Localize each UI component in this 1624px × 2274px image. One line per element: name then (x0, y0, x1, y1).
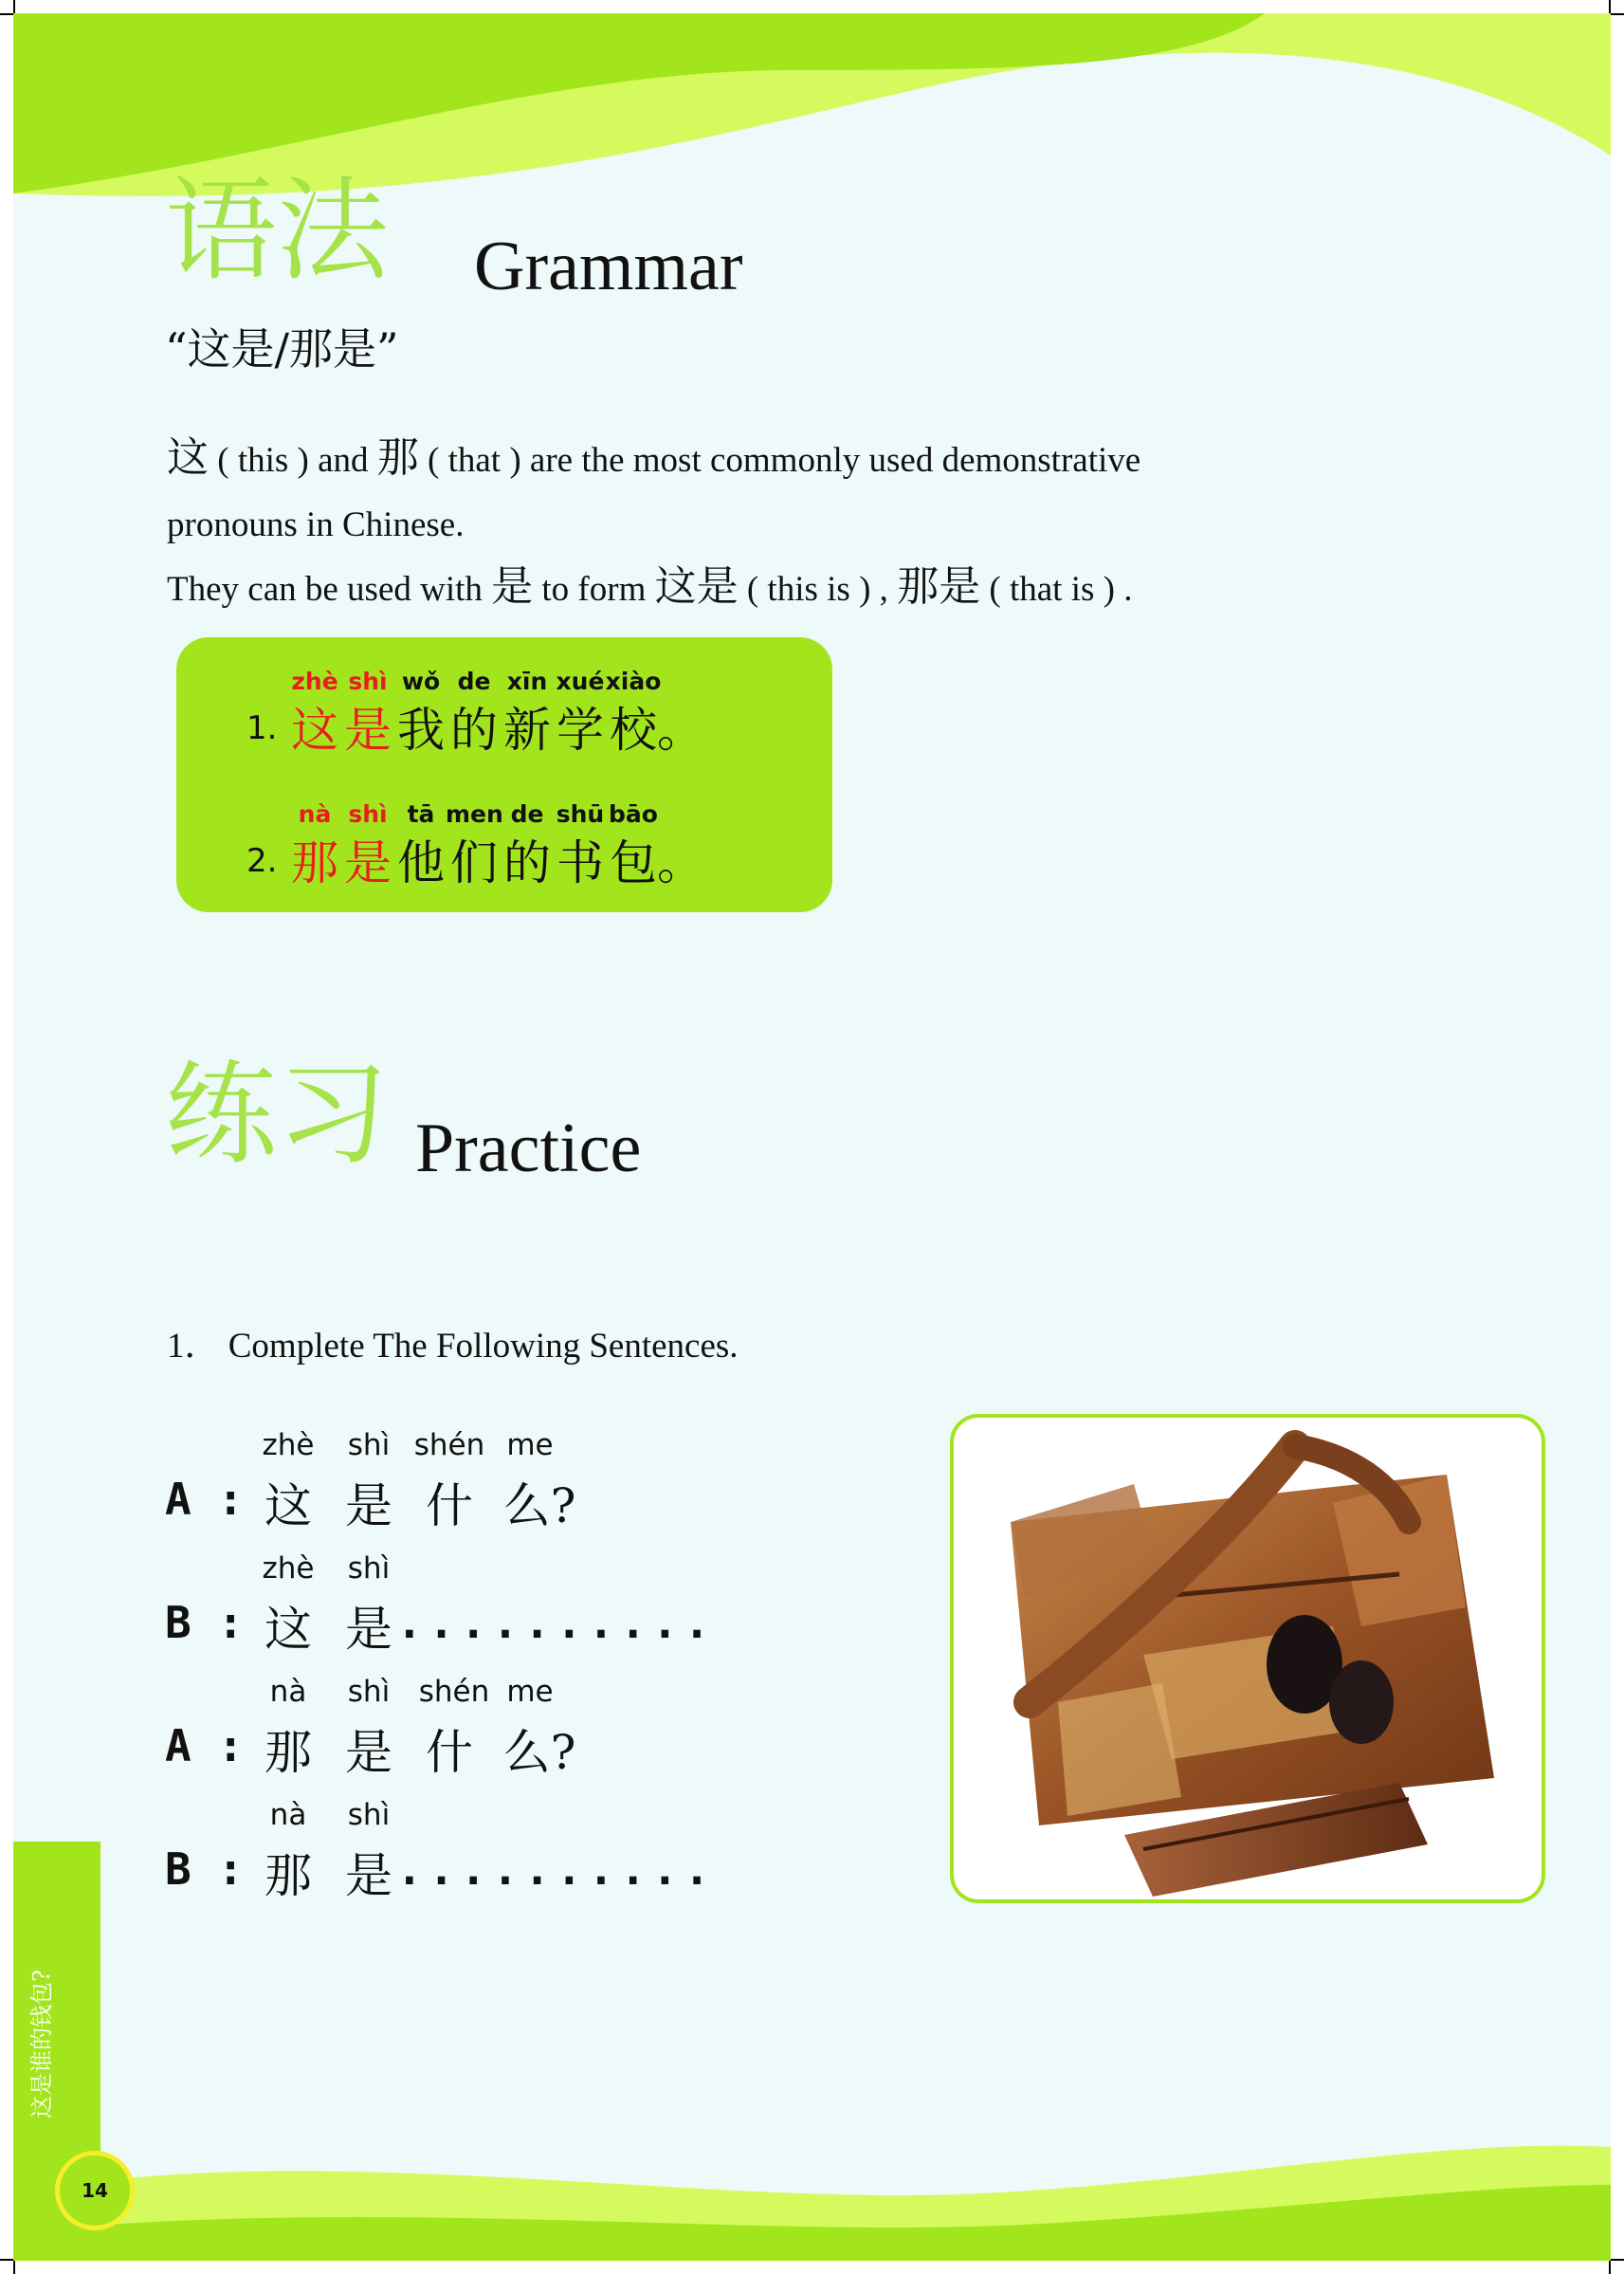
hanzi: 书 (557, 835, 604, 890)
pinyin: nà (298, 800, 332, 828)
pinyin: bāo (609, 800, 658, 828)
speaker-label: B : (165, 1843, 245, 1895)
hanzi: 是 (345, 1602, 392, 1657)
hanzi: 那 (265, 1725, 312, 1780)
grammar-subtitle: “这是/那是” (165, 323, 399, 375)
hanzi: 包 (610, 835, 657, 890)
pinyin: de (457, 668, 491, 695)
grammar-heading-en: Grammar (474, 228, 743, 305)
pinyin: xīn (506, 668, 548, 695)
example-sentences-box (176, 637, 832, 912)
pinyin: zhè (291, 668, 338, 695)
text-segment: ( this is ) , (746, 570, 888, 609)
word-shi: 是 (491, 562, 534, 611)
word-nashi: 那是 (897, 562, 981, 611)
pinyin: xué (556, 668, 605, 695)
example-number: 1. (246, 709, 278, 747)
hanzi: 是 (344, 703, 392, 758)
practice-heading-cn: 练习 (165, 1049, 390, 1180)
pinyin: shén (413, 1428, 485, 1462)
grammar-heading-cn: 语法 (165, 165, 390, 296)
pinyin: shì (347, 1551, 391, 1586)
pinyin: nà (269, 1675, 307, 1709)
hanzi: 他 (397, 835, 445, 890)
hanzi: 这 (265, 1478, 312, 1533)
pinyin: shén (418, 1675, 490, 1709)
answer-blank: .......... (396, 1843, 716, 1895)
pinyin: de (510, 800, 544, 828)
hanzi: 们 (450, 835, 498, 890)
hanzi: 这 (265, 1602, 312, 1657)
speaker-label: A : (165, 1720, 245, 1771)
handbag-illustration (954, 1418, 1542, 1899)
word-zheshi: 这是 (654, 562, 739, 611)
hanzi: 那 (291, 835, 338, 890)
textbook-page (13, 13, 1611, 2261)
pinyin: me (506, 1428, 554, 1462)
hanzi: 是 (344, 835, 392, 890)
hanzi: 是 (345, 1725, 392, 1780)
pinyin: nà (269, 1798, 307, 1832)
pinyin: shì (347, 1798, 391, 1832)
pinyin: xiào (605, 668, 662, 695)
grammar-paragraph-line-1 (167, 423, 1140, 484)
hanzi: 新 (503, 703, 551, 758)
pinyin: me (506, 1675, 554, 1709)
hanzi: 那 (265, 1848, 312, 1903)
pinyin: zhè (262, 1551, 315, 1586)
pinyin: wǒ (401, 668, 441, 695)
hanzi: 什 (426, 1478, 473, 1533)
hanzi-period: 。 (657, 703, 704, 758)
page-number-badge: 14 (55, 2151, 135, 2230)
pinyin: shì (347, 1675, 391, 1709)
lesson-title-vertical: 这是谁的钱包? (28, 1970, 55, 2118)
hanzi: 是 (345, 1848, 392, 1903)
speaker-label: B : (165, 1597, 245, 1648)
hanzi: 的 (503, 835, 551, 890)
hanzi: 这 (291, 703, 338, 758)
text-segment: ( that ) are the most commonly used demonstrative (428, 441, 1141, 480)
hanzi-period: 。 (657, 835, 704, 890)
pinyin: zhè (262, 1428, 315, 1462)
answer-blank: .......... (396, 1597, 716, 1648)
hanzi: 的 (450, 703, 498, 758)
pinyin: shì (348, 800, 388, 828)
practice-instruction: 1． Complete The Following Sentences. (167, 1327, 739, 1366)
hanzi: 么? (502, 1478, 576, 1533)
hanzi: 什 (426, 1725, 473, 1780)
pinyin: shū (556, 800, 605, 828)
text-segment: to form (541, 570, 647, 609)
hanzi: 么? (502, 1725, 576, 1780)
hanzi: 是 (345, 1478, 392, 1533)
pinyin: shì (348, 668, 388, 695)
practice-heading-en: Practice (415, 1109, 642, 1187)
hanzi: 我 (397, 703, 445, 758)
hanzi: 学 (557, 703, 604, 758)
grammar-paragraph-line-2: pronouns in Chinese. (167, 505, 465, 544)
text-segment: ( this ) and (217, 441, 369, 480)
pinyin: men (446, 800, 503, 828)
example-number: 2. (246, 842, 278, 880)
word-na: 那 (376, 433, 419, 482)
word-zhe: 这 (167, 433, 209, 482)
handbag-photo (950, 1414, 1545, 1903)
grammar-paragraph-line-3 (167, 552, 1132, 613)
text-segment: ( that is ) . (989, 570, 1133, 609)
pinyin: shì (347, 1428, 391, 1462)
speaker-label: A : (165, 1474, 245, 1525)
hanzi: 校 (610, 703, 657, 758)
text-segment: They can be used with (167, 570, 483, 609)
pinyin: tā (407, 800, 435, 828)
